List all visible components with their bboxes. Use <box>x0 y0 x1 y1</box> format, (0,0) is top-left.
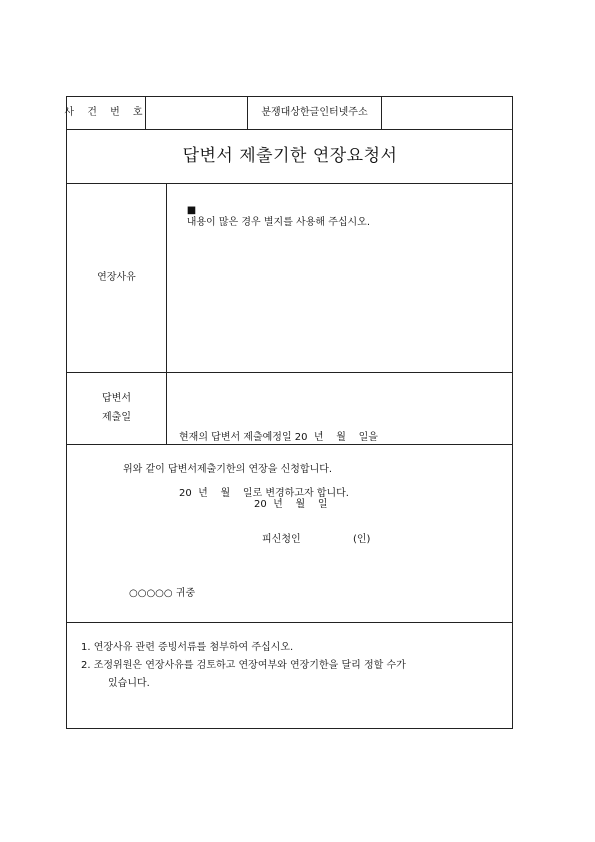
extension-reason-field[interactable] <box>174 193 504 363</box>
extension-request-form <box>66 96 513 729</box>
seal-mark: (인) <box>353 534 371 545</box>
note-item-2-line2: 있습니다. <box>108 678 150 689</box>
row-divider <box>67 622 512 623</box>
document-title: 답변서 제출기한 연장요청서 <box>182 146 398 167</box>
square-bullet-icon: ■ <box>186 205 197 216</box>
reason-note: 내용이 많은 경우 별지를 사용해 주십시오. <box>186 217 371 228</box>
request-date: 20 년 월 일 <box>254 499 328 510</box>
extension-reason-label: 연장사유 <box>97 272 136 283</box>
applicant-label: 피신청인 <box>262 534 301 545</box>
recipient-line: ○○○○○ 귀중 <box>129 588 196 599</box>
due-date-label-line1: 답변서 <box>102 393 131 404</box>
due-date-label <box>67 373 166 444</box>
disputed-domain-field[interactable] <box>382 97 513 129</box>
disputed-domain-label: 분쟁대상한글인터넷주소 <box>261 107 368 118</box>
due-date-label-line2: 제출일 <box>102 411 131 423</box>
note-item-2-line1: 2. 조정위원은 연장사유를 검토하고 연장여부와 연장기한을 달리 정할 수가 <box>81 660 406 671</box>
column-divider <box>166 183 167 444</box>
new-due-date-line: 20 년 월 일로 변경하고자 합니다. <box>179 487 349 499</box>
current-due-date-line: 현재의 답변서 제출예정일 20 년 월 일을 <box>179 432 378 443</box>
case-number-field[interactable] <box>146 97 247 129</box>
request-statement: 위와 같이 답변서제출기한의 연장을 신청합니다. <box>123 464 333 475</box>
note-item-1: 1. 연장사유 관련 증빙서류를 첨부하여 주십시오. <box>81 642 294 653</box>
case-number-label: 사 건 번 호 <box>64 107 148 118</box>
